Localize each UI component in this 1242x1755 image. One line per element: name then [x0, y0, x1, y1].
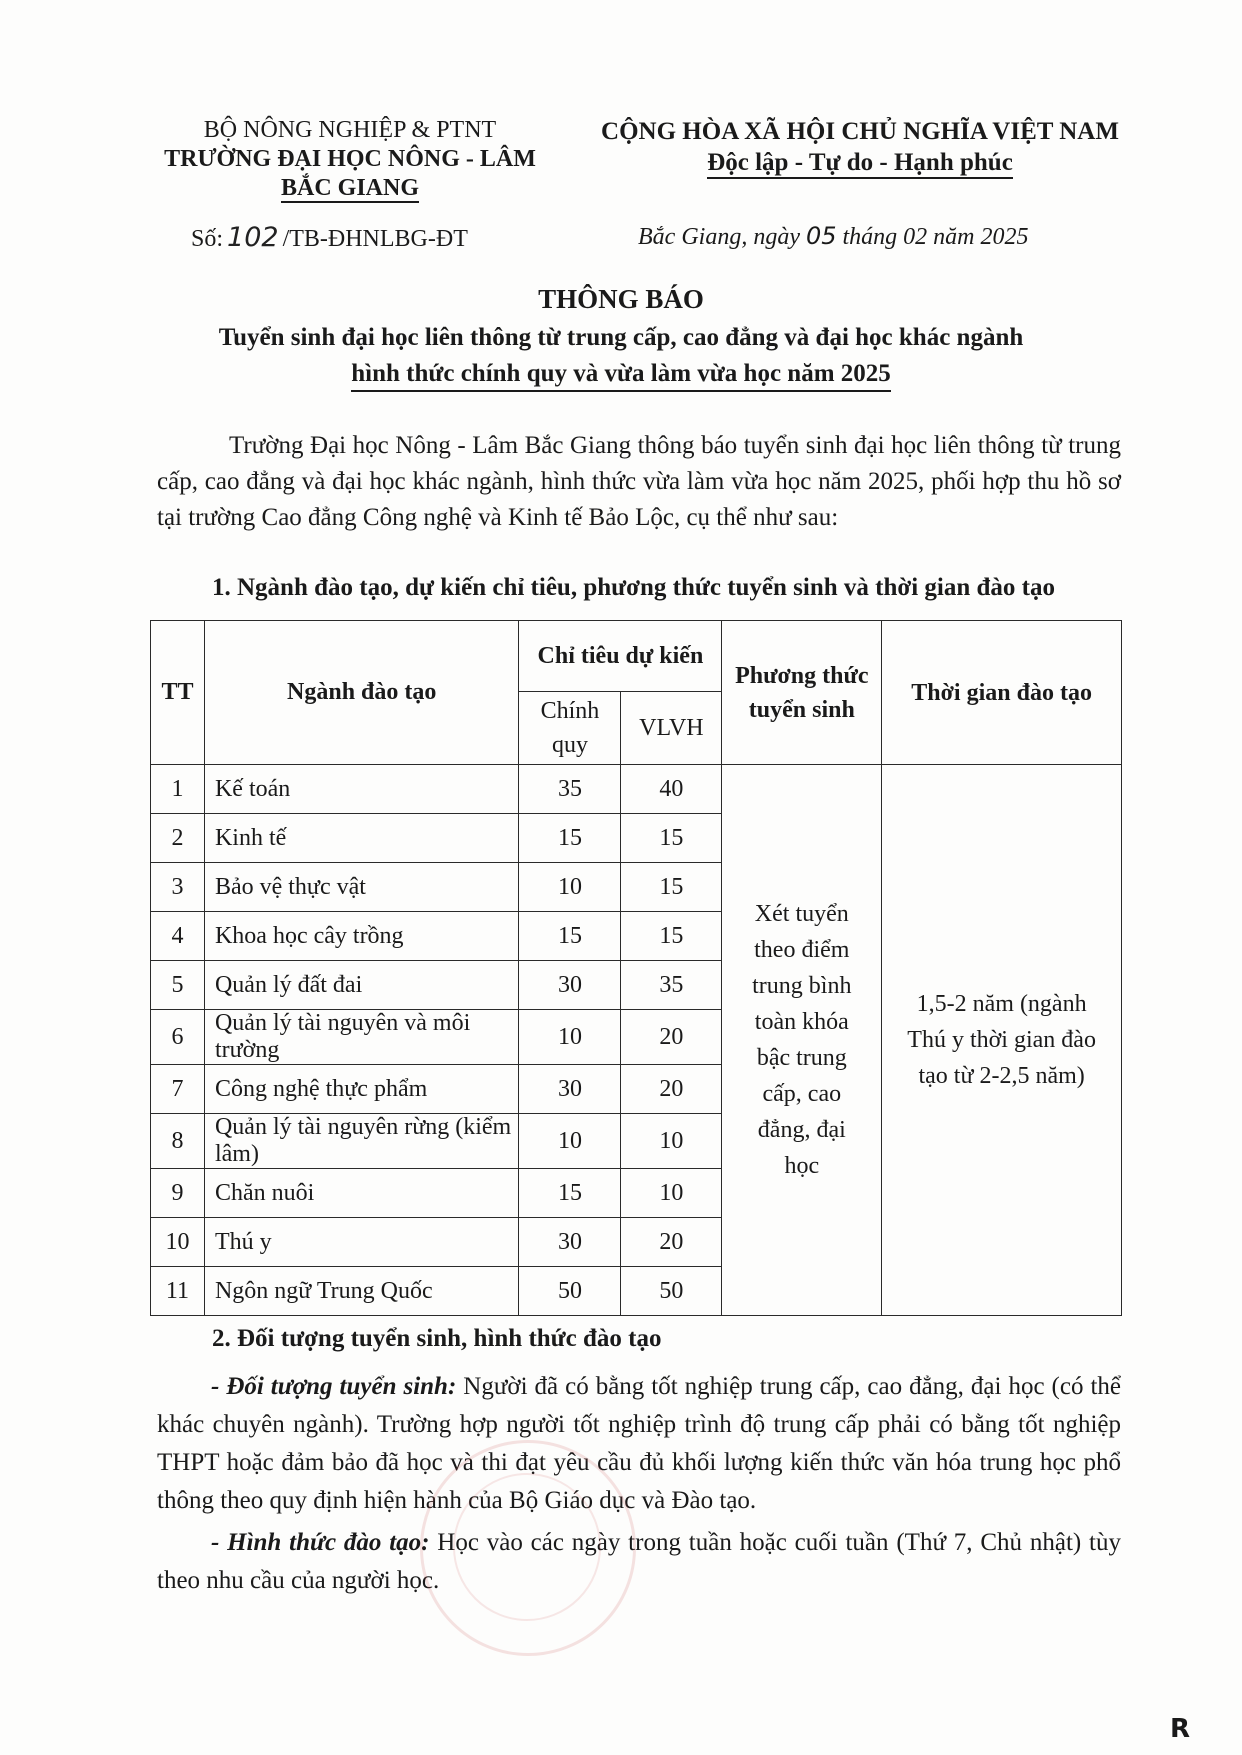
quota-regular: 15 — [519, 814, 621, 863]
seal-watermark — [420, 1440, 636, 1656]
subtitle-line1: Tuyển sinh đại học liên thông từ trung cấp, cao đẳng và đại học khác ngành — [218, 324, 1024, 351]
major-name: Ngôn ngữ Trung Quốc — [204, 1267, 519, 1316]
major-name: Kinh tế — [204, 814, 519, 863]
header-vlvh: VLVH — [621, 692, 722, 765]
training-form-paragraph — [157, 1524, 1121, 1600]
row-number: 5 — [151, 961, 205, 1010]
header-quota: Chỉ tiêu dự kiến — [519, 621, 722, 692]
quota-vlvh: 20 — [621, 1065, 722, 1114]
major-name: Bảo vệ thực vật — [204, 863, 519, 912]
quota-vlvh: 40 — [621, 765, 722, 814]
target-text: Người đã có bằng tốt nghiệp trung cấp, cao đẳng, đại học (có thể khác chuyên ngành). Trường hợp người tốt nghiệp trình độ trung cấp phải có bằng tốt nghiệp THPT hoặc đảm bảo đã học và thi đạt yêu cầu đủ khối lượng kiến thức văn hóa trung học phổ thông theo quy định hiện hành của Bộ Giáo dục và Đào tạo. — [157, 1373, 1121, 1514]
quota-vlvh: 20 — [621, 1010, 722, 1065]
training-form-text: Học vào các ngày trong tuần hoặc cuối tuần (Thứ 7, Chủ nhật) tùy theo nhu cầu của người học. — [157, 1529, 1121, 1594]
school-name-line1: TRƯỜNG ĐẠI HỌC NÔNG - LÂM — [164, 146, 536, 172]
reference-handwritten-number: 102 — [227, 222, 279, 253]
national-header — [580, 116, 1140, 179]
header-major: Ngành đào tạo — [204, 621, 519, 765]
reference-prefix: Số: — [191, 226, 224, 252]
quota-vlvh: 10 — [621, 1169, 722, 1218]
admission-table — [150, 620, 1122, 1316]
quota-vlvh: 10 — [621, 1114, 722, 1169]
target-paragraph — [157, 1368, 1121, 1520]
document-subtitle — [130, 320, 1112, 392]
major-name: Thú y — [204, 1218, 519, 1267]
training-form-label: - Hình thức đào tạo: — [211, 1529, 430, 1556]
major-name: Quản lý tài nguyên rừng (kiểm lâm) — [204, 1114, 519, 1169]
quota-vlvh: 15 — [621, 863, 722, 912]
header-regular: Chính quy — [519, 692, 621, 765]
quota-regular: 30 — [519, 1218, 621, 1267]
major-name: Quản lý đất đai — [204, 961, 519, 1010]
major-name: Khoa học cây trồng — [204, 912, 519, 961]
national-motto: Độc lập - Tự do - Hạnh phúc — [707, 149, 1013, 179]
quota-vlvh: 15 — [621, 814, 722, 863]
row-number: 8 — [151, 1114, 205, 1169]
date-handwritten-day: 05 — [805, 222, 837, 250]
reference-number — [191, 222, 468, 253]
quota-regular: 10 — [519, 1114, 621, 1169]
country-name: CỘNG HÒA XÃ HỘI CHỦ NGHĨA VIỆT NAM — [601, 118, 1119, 145]
quota-vlvh: 15 — [621, 912, 722, 961]
document-title: THÔNG BÁO — [538, 284, 704, 314]
quota-regular: 15 — [519, 1169, 621, 1218]
ministry-name: BỘ NÔNG NGHIỆP & PTNT — [203, 117, 497, 143]
header-method: Phương thức tuyển sinh — [722, 621, 882, 765]
row-number: 9 — [151, 1169, 205, 1218]
row-number: 1 — [151, 765, 205, 814]
row-number: 10 — [151, 1218, 205, 1267]
row-number: 3 — [151, 863, 205, 912]
major-name: Quản lý tài nguyên và môi trường — [204, 1010, 519, 1065]
date-suffix: tháng 02 năm 2025 — [842, 224, 1029, 250]
quota-regular: 30 — [519, 1065, 621, 1114]
row-number: 4 — [151, 912, 205, 961]
issuer-block — [140, 116, 560, 203]
major-name: Kế toán — [204, 765, 519, 814]
quota-regular: 10 — [519, 863, 621, 912]
page-initial-mark: R — [1170, 1714, 1191, 1744]
quota-regular: 10 — [519, 1010, 621, 1065]
quota-regular: 35 — [519, 765, 621, 814]
school-name-line2: BẮC GIANG — [280, 175, 419, 201]
admission-method: Xét tuyển theo điểm trung bình toàn khóa bậc trung cấp, cao đẳng, đại học — [722, 765, 882, 1316]
subtitle-line2: hình thức chính quy và vừa làm vừa học năm 2025 — [351, 358, 891, 392]
quota-vlvh: 35 — [621, 961, 722, 1010]
training-duration: 1,5-2 năm (ngành Thú y thời gian đào tạo từ 2-2,5 năm) — [882, 765, 1122, 1316]
quota-vlvh: 50 — [621, 1267, 722, 1316]
header-tt: TT — [151, 621, 205, 765]
quota-regular: 30 — [519, 961, 621, 1010]
reference-suffix: /TB-ĐHNLBG-ĐT — [282, 226, 468, 252]
admission-table-body — [151, 765, 1122, 1316]
row-number: 11 — [151, 1267, 205, 1316]
quota-regular: 15 — [519, 912, 621, 961]
row-number: 2 — [151, 814, 205, 863]
section1-heading: 1. Ngành đào tạo, dự kiến chỉ tiêu, phương thức tuyển sinh và thời gian đào tạo — [212, 574, 1056, 601]
target-label: - Đối tượng tuyển sinh: — [211, 1373, 457, 1400]
major-name: Chăn nuôi — [204, 1169, 519, 1218]
section2-heading: 2. Đối tượng tuyển sinh, hình thức đào tạo — [212, 1325, 662, 1352]
major-name: Công nghệ thực phẩm — [204, 1065, 519, 1114]
quota-regular: 50 — [519, 1267, 621, 1316]
date-prefix: Bắc Giang, ngày — [638, 224, 800, 250]
intro-paragraph: Trường Đại học Nông - Lâm Bắc Giang thông báo tuyển sinh đại học liên thông từ trung cấp, cao đẳng và đại học khác ngành, hình thức vừa làm vừa học năm 2025, phối hợp thu hồ sơ tại trường Cao đẳng Công nghệ và Kinh tế Bảo Lộc, cụ thể như sau: — [157, 432, 1121, 531]
table-row — [151, 765, 1122, 814]
header-duration: Thời gian đào tạo — [882, 621, 1122, 765]
quota-vlvh: 20 — [621, 1218, 722, 1267]
issue-date — [638, 222, 1029, 251]
row-number: 7 — [151, 1065, 205, 1114]
row-number: 6 — [151, 1010, 205, 1065]
